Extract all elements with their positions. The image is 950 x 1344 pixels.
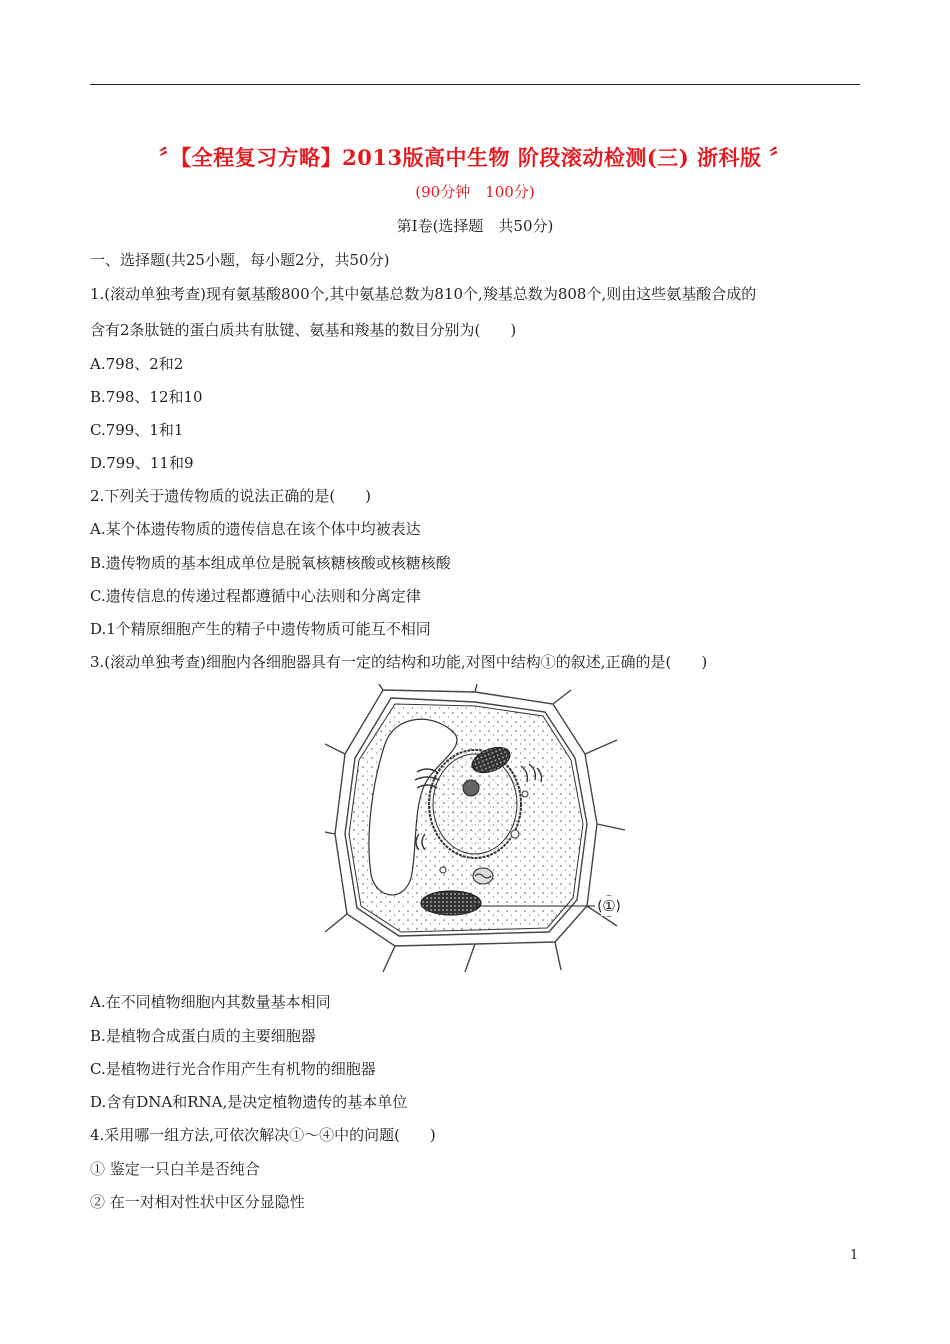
q2-option-a: A.某个体遗传物质的遗传信息在该个体中均被表达 xyxy=(90,520,421,538)
q2-option-d: D.1个精原细胞产生的精子中遗传物质可能互不相同 xyxy=(90,620,431,638)
q3-option-d: D.含有DNA和RNA,是决定植物遗传的基本单位 xyxy=(90,1093,408,1111)
q1-option-b: B.798、12和10 xyxy=(90,388,203,406)
q1-stem-line-2: 含有2条肽链的蛋白质共有肽键、氨基和羧基的数目分别为( ) xyxy=(90,321,517,339)
page-title: 〞【全程复习方略】2013版高中生物 阶段滚动检测(三) 浙科版 〞 xyxy=(159,145,791,170)
q1-option-d: D.799、11和9 xyxy=(90,454,194,472)
q3-option-b: B.是植物合成蛋白质的主要细胞器 xyxy=(90,1027,316,1045)
top-rule xyxy=(90,84,860,85)
q3-option-c: C.是植物进行光合作用产生有机物的细胞器 xyxy=(90,1060,376,1078)
plant-cell-diagram xyxy=(325,684,625,972)
q1-option-a: A.798、2和2 xyxy=(90,355,184,373)
q3-stem: 3.(滚动单独考查)细胞内各细胞器具有一定的结构和功能,对图中结构①的叙述,正确的是( ) xyxy=(90,653,708,671)
q4-stem: 4.采用哪一组方法,可依次解决①～④中的问题( ) xyxy=(90,1126,436,1144)
section-heading: 第Ⅰ卷(选择题 共50分) xyxy=(396,217,554,235)
figure-label-1: ① xyxy=(602,897,616,915)
q2-option-c: C.遗传信息的传递过程都遵循中心法则和分离定律 xyxy=(90,587,421,605)
q1-stem-line-1: 1.(滚动单独考查)现有氨基酸800个,其中氨基总数为810个,羧基总数为808个,则由这些氨基酸合成的 xyxy=(90,285,757,303)
q2-stem: 2.下列关于遗传物质的说法正确的是( ) xyxy=(90,487,372,505)
q2-option-b: B.遗传物质的基本组成单位是脱氧核糖核酸或核糖核酸 xyxy=(90,554,451,572)
q1-option-c: C.799、1和1 xyxy=(90,421,184,439)
q4-item-1: ① 鉴定一只白羊是否纯合 xyxy=(90,1160,260,1178)
part-heading: 一、选择题(共25小题，每小题2分，共50分) xyxy=(90,251,390,269)
q4-item-2: ② 在一对相对性状中区分显隐性 xyxy=(90,1193,305,1211)
q3-option-a: A.在不同植物细胞内其数量基本相同 xyxy=(90,993,331,1011)
exam-duration: (90分钟 100分) xyxy=(415,183,535,201)
page-number: 1 xyxy=(850,1248,859,1263)
